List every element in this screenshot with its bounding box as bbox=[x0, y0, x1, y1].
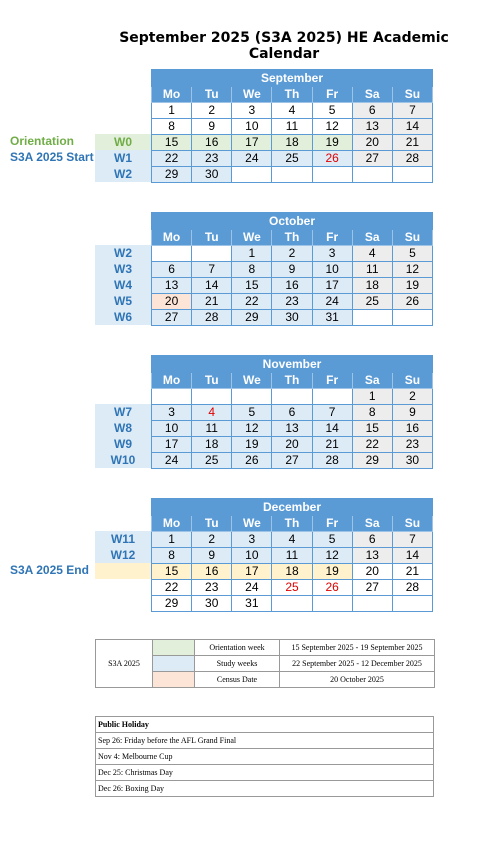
weekday-header: Tu bbox=[192, 516, 232, 532]
day-cell: 22 bbox=[152, 151, 192, 167]
day-cell: 1 bbox=[152, 532, 192, 548]
legend-dates: 15 September 2025 - 19 September 2025 bbox=[280, 640, 435, 656]
day-cell: 10 bbox=[232, 548, 272, 564]
holiday-item: Dec 25: Christmas Day bbox=[96, 765, 434, 781]
day-cell: 4 bbox=[272, 103, 312, 119]
day-cell bbox=[152, 389, 192, 405]
week-label: W3 bbox=[95, 261, 151, 277]
term-end-label: S3A 2025 End bbox=[10, 563, 89, 577]
orientation-label: Orientation bbox=[10, 134, 75, 148]
day-cell bbox=[192, 389, 232, 405]
day-cell: 9 bbox=[392, 405, 432, 421]
day-cell: 17 bbox=[232, 135, 272, 151]
day-cell: 15 bbox=[152, 135, 192, 151]
weekday-header: Mo bbox=[152, 87, 192, 103]
week-label: W12 bbox=[95, 547, 151, 563]
day-cell: 8 bbox=[352, 405, 392, 421]
day-cell: 17 bbox=[312, 278, 352, 294]
day-cell: 27 bbox=[152, 310, 192, 326]
weekday-header: Tu bbox=[192, 230, 232, 246]
day-cell bbox=[232, 167, 272, 183]
weekday-header: Sa bbox=[352, 516, 392, 532]
legend-dates: 20 October 2025 bbox=[280, 672, 435, 688]
day-cell: 9 bbox=[192, 548, 232, 564]
day-cell: 8 bbox=[152, 548, 192, 564]
week-label: W5 bbox=[95, 293, 151, 309]
day-cell: 2 bbox=[272, 246, 312, 262]
week-row bbox=[152, 246, 433, 262]
day-cell: 2 bbox=[192, 103, 232, 119]
week-row bbox=[152, 151, 433, 167]
week-row bbox=[152, 167, 433, 183]
day-cell: 19 bbox=[232, 437, 272, 453]
day-cell: 21 bbox=[312, 437, 352, 453]
week-row bbox=[152, 310, 433, 326]
day-cell: 11 bbox=[352, 262, 392, 278]
day-cell: 4 bbox=[352, 246, 392, 262]
public-holiday-table bbox=[95, 716, 434, 797]
day-cell bbox=[392, 310, 432, 326]
legend-dates: 22 September 2025 - 12 December 2025 bbox=[280, 656, 435, 672]
day-cell: 30 bbox=[192, 596, 232, 612]
day-cell: 2 bbox=[192, 532, 232, 548]
week-label: W1 bbox=[95, 150, 151, 166]
day-cell: 24 bbox=[312, 294, 352, 310]
legend-swatch bbox=[153, 656, 195, 672]
day-cell bbox=[352, 596, 392, 612]
day-cell: 1 bbox=[352, 389, 392, 405]
week-row bbox=[152, 278, 433, 294]
day-cell: 21 bbox=[192, 294, 232, 310]
day-cell: 26 bbox=[312, 580, 352, 596]
day-cell: 31 bbox=[312, 310, 352, 326]
day-cell: 20 bbox=[352, 564, 392, 580]
day-cell: 7 bbox=[392, 532, 432, 548]
day-cell: 31 bbox=[232, 596, 272, 612]
day-cell bbox=[392, 596, 432, 612]
weekday-header: Sa bbox=[352, 373, 392, 389]
day-cell: 12 bbox=[312, 119, 352, 135]
weekday-header: Th bbox=[272, 230, 312, 246]
weekday-header: Th bbox=[272, 373, 312, 389]
month-name: September bbox=[152, 70, 433, 87]
day-cell: 16 bbox=[192, 564, 232, 580]
week-label: W4 bbox=[95, 277, 151, 293]
weekday-header: Mo bbox=[152, 230, 192, 246]
legend-label: Study weeks bbox=[195, 656, 280, 672]
day-cell: 26 bbox=[312, 151, 352, 167]
weekday-header: Fr bbox=[312, 87, 352, 103]
day-cell: 29 bbox=[152, 167, 192, 183]
day-cell: 6 bbox=[352, 532, 392, 548]
legend-swatch bbox=[153, 672, 195, 688]
day-cell: 3 bbox=[232, 103, 272, 119]
day-cell: 9 bbox=[272, 262, 312, 278]
week-label: W2 bbox=[95, 166, 151, 182]
day-cell: 17 bbox=[232, 564, 272, 580]
week-row bbox=[152, 405, 433, 421]
day-cell bbox=[272, 167, 312, 183]
month-name: November bbox=[152, 356, 433, 373]
day-cell: 12 bbox=[232, 421, 272, 437]
day-cell: 10 bbox=[232, 119, 272, 135]
weekday-header: Fr bbox=[312, 230, 352, 246]
day-cell: 13 bbox=[152, 278, 192, 294]
day-cell bbox=[192, 246, 232, 262]
day-cell: 3 bbox=[152, 405, 192, 421]
day-cell: 23 bbox=[192, 580, 232, 596]
term-end-band bbox=[95, 563, 151, 579]
week-row bbox=[152, 580, 433, 596]
day-cell: 22 bbox=[352, 437, 392, 453]
day-cell: 29 bbox=[152, 596, 192, 612]
legend-term: S3A 2025 bbox=[96, 640, 153, 688]
weekday-header: Tu bbox=[192, 87, 232, 103]
week-row bbox=[152, 453, 433, 469]
weekday-header: We bbox=[232, 516, 272, 532]
holiday-header: Public Holiday bbox=[96, 717, 434, 733]
day-cell bbox=[392, 167, 432, 183]
week-row bbox=[152, 548, 433, 564]
holiday-item: Sep 26: Friday before the AFL Grand Final bbox=[96, 733, 434, 749]
week-row bbox=[152, 421, 433, 437]
day-cell: 11 bbox=[272, 119, 312, 135]
month-december bbox=[151, 498, 433, 612]
month-october bbox=[151, 212, 433, 326]
day-cell: 24 bbox=[232, 151, 272, 167]
holiday-item: Dec 26: Boxing Day bbox=[96, 781, 434, 797]
weekday-header: Fr bbox=[312, 516, 352, 532]
day-cell: 6 bbox=[272, 405, 312, 421]
day-cell: 25 bbox=[192, 453, 232, 469]
week-row bbox=[152, 103, 433, 119]
day-cell: 10 bbox=[152, 421, 192, 437]
legend-label: Census Date bbox=[195, 672, 280, 688]
day-cell: 5 bbox=[392, 246, 432, 262]
week-row bbox=[152, 262, 433, 278]
day-cell: 29 bbox=[232, 310, 272, 326]
term-start-label: S3A 2025 Start bbox=[10, 150, 94, 164]
day-cell: 14 bbox=[312, 421, 352, 437]
day-cell: 28 bbox=[392, 151, 432, 167]
weekday-header: Su bbox=[392, 516, 432, 532]
weekday-header: Sa bbox=[352, 87, 392, 103]
week-label: W9 bbox=[95, 436, 151, 452]
week-label: W0 bbox=[95, 134, 151, 150]
week-label: W6 bbox=[95, 309, 151, 325]
week-row bbox=[152, 437, 433, 453]
holiday-item: Nov 4: Melbourne Cup bbox=[96, 749, 434, 765]
day-cell: 27 bbox=[272, 453, 312, 469]
day-cell: 10 bbox=[312, 262, 352, 278]
week-row bbox=[152, 596, 433, 612]
day-cell: 9 bbox=[192, 119, 232, 135]
day-cell: 15 bbox=[152, 564, 192, 580]
day-cell: 26 bbox=[392, 294, 432, 310]
day-cell bbox=[312, 167, 352, 183]
day-cell: 12 bbox=[392, 262, 432, 278]
day-cell: 26 bbox=[232, 453, 272, 469]
day-cell: 4 bbox=[192, 405, 232, 421]
week-row bbox=[152, 532, 433, 548]
day-cell: 14 bbox=[392, 119, 432, 135]
day-cell: 13 bbox=[352, 548, 392, 564]
weekday-header: We bbox=[232, 373, 272, 389]
week-label: W10 bbox=[95, 452, 151, 468]
weekday-header: We bbox=[232, 87, 272, 103]
day-cell: 18 bbox=[192, 437, 232, 453]
weekday-header: Th bbox=[272, 516, 312, 532]
day-cell: 2 bbox=[392, 389, 432, 405]
week-row bbox=[152, 119, 433, 135]
page-title: September 2025 (S3A 2025) HE Academic Calendar bbox=[119, 30, 449, 62]
day-cell: 19 bbox=[312, 135, 352, 151]
day-cell: 5 bbox=[312, 532, 352, 548]
day-cell bbox=[312, 596, 352, 612]
day-cell: 28 bbox=[312, 453, 352, 469]
weekday-header: Tu bbox=[192, 373, 232, 389]
weekday-header: Fr bbox=[312, 373, 352, 389]
day-cell: 16 bbox=[392, 421, 432, 437]
week-row bbox=[152, 564, 433, 580]
month-november bbox=[151, 355, 433, 469]
day-cell bbox=[312, 389, 352, 405]
day-cell: 24 bbox=[152, 453, 192, 469]
legend-label: Orientation week bbox=[195, 640, 280, 656]
day-cell: 20 bbox=[272, 437, 312, 453]
day-cell: 19 bbox=[312, 564, 352, 580]
month-name: December bbox=[152, 499, 433, 516]
day-cell: 6 bbox=[352, 103, 392, 119]
day-cell: 5 bbox=[312, 103, 352, 119]
day-cell: 14 bbox=[192, 278, 232, 294]
day-cell: 27 bbox=[352, 580, 392, 596]
month-name: October bbox=[152, 213, 433, 230]
day-cell: 30 bbox=[272, 310, 312, 326]
day-cell: 29 bbox=[352, 453, 392, 469]
day-cell: 18 bbox=[272, 564, 312, 580]
day-cell: 23 bbox=[392, 437, 432, 453]
week-label: W11 bbox=[95, 531, 151, 547]
day-cell: 7 bbox=[192, 262, 232, 278]
day-cell: 7 bbox=[392, 103, 432, 119]
day-cell: 30 bbox=[392, 453, 432, 469]
week-row bbox=[152, 135, 433, 151]
day-cell: 15 bbox=[232, 278, 272, 294]
day-cell: 23 bbox=[272, 294, 312, 310]
day-cell: 8 bbox=[232, 262, 272, 278]
weekday-header: Sa bbox=[352, 230, 392, 246]
day-cell: 3 bbox=[312, 246, 352, 262]
weekday-header: Th bbox=[272, 87, 312, 103]
day-cell: 13 bbox=[272, 421, 312, 437]
day-cell: 13 bbox=[352, 119, 392, 135]
weekday-header: We bbox=[232, 230, 272, 246]
week-row bbox=[152, 294, 433, 310]
day-cell: 5 bbox=[232, 405, 272, 421]
week-label: W7 bbox=[95, 404, 151, 420]
day-cell: 28 bbox=[392, 580, 432, 596]
day-cell: 17 bbox=[152, 437, 192, 453]
day-cell: 16 bbox=[272, 278, 312, 294]
legend-table bbox=[95, 639, 435, 688]
week-label: W8 bbox=[95, 420, 151, 436]
day-cell: 21 bbox=[392, 135, 432, 151]
day-cell: 22 bbox=[152, 580, 192, 596]
day-cell: 25 bbox=[272, 580, 312, 596]
day-cell: 24 bbox=[232, 580, 272, 596]
day-cell bbox=[232, 389, 272, 405]
day-cell: 11 bbox=[192, 421, 232, 437]
day-cell: 30 bbox=[192, 167, 232, 183]
day-cell: 22 bbox=[232, 294, 272, 310]
weekday-header: Su bbox=[392, 373, 432, 389]
day-cell: 25 bbox=[272, 151, 312, 167]
day-cell: 6 bbox=[152, 262, 192, 278]
day-cell: 1 bbox=[232, 246, 272, 262]
day-cell: 4 bbox=[272, 532, 312, 548]
weekday-header: Su bbox=[392, 87, 432, 103]
day-cell bbox=[272, 389, 312, 405]
day-cell: 11 bbox=[272, 548, 312, 564]
day-cell: 23 bbox=[192, 151, 232, 167]
week-label: W2 bbox=[95, 245, 151, 261]
month-september bbox=[151, 69, 433, 183]
day-cell: 21 bbox=[392, 564, 432, 580]
day-cell: 20 bbox=[152, 294, 192, 310]
day-cell: 1 bbox=[152, 103, 192, 119]
day-cell: 27 bbox=[352, 151, 392, 167]
day-cell: 16 bbox=[192, 135, 232, 151]
day-cell bbox=[352, 167, 392, 183]
day-cell: 15 bbox=[352, 421, 392, 437]
day-cell bbox=[152, 246, 192, 262]
day-cell: 19 bbox=[392, 278, 432, 294]
day-cell bbox=[352, 310, 392, 326]
week-row bbox=[152, 389, 433, 405]
day-cell: 12 bbox=[312, 548, 352, 564]
day-cell: 28 bbox=[192, 310, 232, 326]
day-cell: 8 bbox=[152, 119, 192, 135]
day-cell: 18 bbox=[272, 135, 312, 151]
day-cell bbox=[272, 596, 312, 612]
day-cell: 14 bbox=[392, 548, 432, 564]
day-cell: 20 bbox=[352, 135, 392, 151]
weekday-header: Mo bbox=[152, 373, 192, 389]
legend-swatch bbox=[153, 640, 195, 656]
weekday-header: Su bbox=[392, 230, 432, 246]
day-cell: 7 bbox=[312, 405, 352, 421]
weekday-header: Mo bbox=[152, 516, 192, 532]
day-cell: 3 bbox=[232, 532, 272, 548]
day-cell: 25 bbox=[352, 294, 392, 310]
day-cell: 18 bbox=[352, 278, 392, 294]
